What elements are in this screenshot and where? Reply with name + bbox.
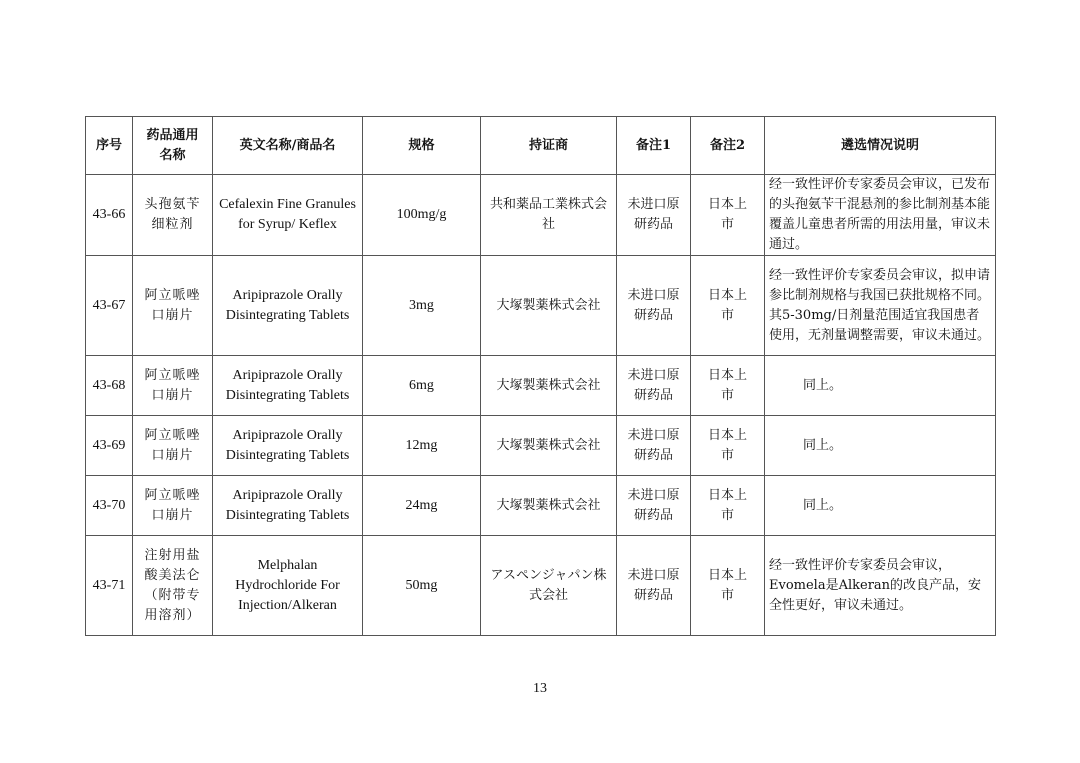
table-row	[86, 256, 996, 356]
row-note2: 日本上市	[691, 175, 765, 256]
row-holder: 共和薬品工業株式会社	[481, 175, 617, 256]
row-english-name: Aripiprazole Orally Disintegrating Tablets	[213, 416, 363, 476]
row-seq: 43-71	[86, 536, 133, 636]
row-english-name: Cefalexin Fine Granules for Syrup/ Keflex	[213, 175, 363, 256]
row-note2: 日本上市	[691, 256, 765, 356]
header-note2: 备注2	[691, 117, 765, 175]
table-row	[86, 476, 996, 536]
page-number: 13	[533, 681, 547, 696]
row-seq: 43-70	[86, 476, 133, 536]
header-selection: 遴选情况说明	[765, 117, 996, 175]
row-spec: 3mg	[363, 256, 481, 356]
row-note1: 未进口原研药品	[617, 476, 691, 536]
row-seq: 43-66	[86, 175, 133, 256]
row-generic-name: 注射用盐酸美法仑（附带专用溶剂）	[133, 536, 213, 636]
row-spec: 24mg	[363, 476, 481, 536]
header-note1: 备注1	[617, 117, 691, 175]
row-spec: 50mg	[363, 536, 481, 636]
table-row	[86, 536, 996, 636]
row-selection: 同上。	[765, 356, 996, 416]
header-holder: 持证商	[481, 117, 617, 175]
row-english-name: Aripiprazole Orally Disintegrating Tablets	[213, 256, 363, 356]
row-spec: 100mg/g	[363, 175, 481, 256]
row-note1: 未进口原研药品	[617, 536, 691, 636]
drug-table	[85, 116, 996, 636]
row-holder: 大塚製薬株式会社	[481, 256, 617, 356]
table-row	[86, 416, 996, 476]
row-selection: 经一致性评价专家委员会审议，Evomela是Alkeran的改良产品，安全性更好，审议未通过。	[765, 536, 996, 636]
row-spec: 12mg	[363, 416, 481, 476]
header-english-name: 英文名称/商品名	[213, 117, 363, 175]
row-english-name: Aripiprazole Orally Disintegrating Tablets	[213, 476, 363, 536]
header-spec: 规格	[363, 117, 481, 175]
header-seq: 序号	[86, 117, 133, 175]
row-generic-name: 阿立哌唑口崩片	[133, 356, 213, 416]
row-note2: 日本上市	[691, 416, 765, 476]
row-selection: 经一致性评价专家委员会审议，已发布的头孢氨苄干混悬剂的参比制剂基本能覆盖儿童患者所需的用法用量，审议未通过。	[765, 175, 996, 256]
row-generic-name: 阿立哌唑口崩片	[133, 256, 213, 356]
row-holder: 大塚製薬株式会社	[481, 476, 617, 536]
header-generic-name: 药品通用名称	[133, 117, 213, 175]
row-note2: 日本上市	[691, 536, 765, 636]
row-note2: 日本上市	[691, 356, 765, 416]
row-selection: 同上。	[765, 416, 996, 476]
row-holder: 大塚製薬株式会社	[481, 416, 617, 476]
row-holder: アスペンジャパン株式会社	[481, 536, 617, 636]
row-english-name: Aripiprazole Orally Disintegrating Tablets	[213, 356, 363, 416]
row-holder: 大塚製薬株式会社	[481, 356, 617, 416]
row-seq: 43-68	[86, 356, 133, 416]
row-note1: 未进口原研药品	[617, 256, 691, 356]
row-english-name: Melphalan Hydrochloride For Injection/Alkeran	[213, 536, 363, 636]
header-row	[86, 117, 996, 175]
table-row	[86, 175, 996, 256]
row-generic-name: 阿立哌唑口崩片	[133, 476, 213, 536]
row-spec: 6mg	[363, 356, 481, 416]
row-note1: 未进口原研药品	[617, 416, 691, 476]
row-note2: 日本上市	[691, 476, 765, 536]
table-row	[86, 356, 996, 416]
row-selection: 经一致性评价专家委员会审议，拟申请参比制剂规格与我国已获批规格不同。其5-30mg/日剂量范围适宜我国患者使用，无剂量调整需要，审议未通过。	[765, 256, 996, 356]
row-seq: 43-67	[86, 256, 133, 356]
row-generic-name: 头孢氨苄细粒剂	[133, 175, 213, 256]
row-seq: 43-69	[86, 416, 133, 476]
row-note1: 未进口原研药品	[617, 175, 691, 256]
row-note1: 未进口原研药品	[617, 356, 691, 416]
row-generic-name: 阿立哌唑口崩片	[133, 416, 213, 476]
row-selection: 同上。	[765, 476, 996, 536]
